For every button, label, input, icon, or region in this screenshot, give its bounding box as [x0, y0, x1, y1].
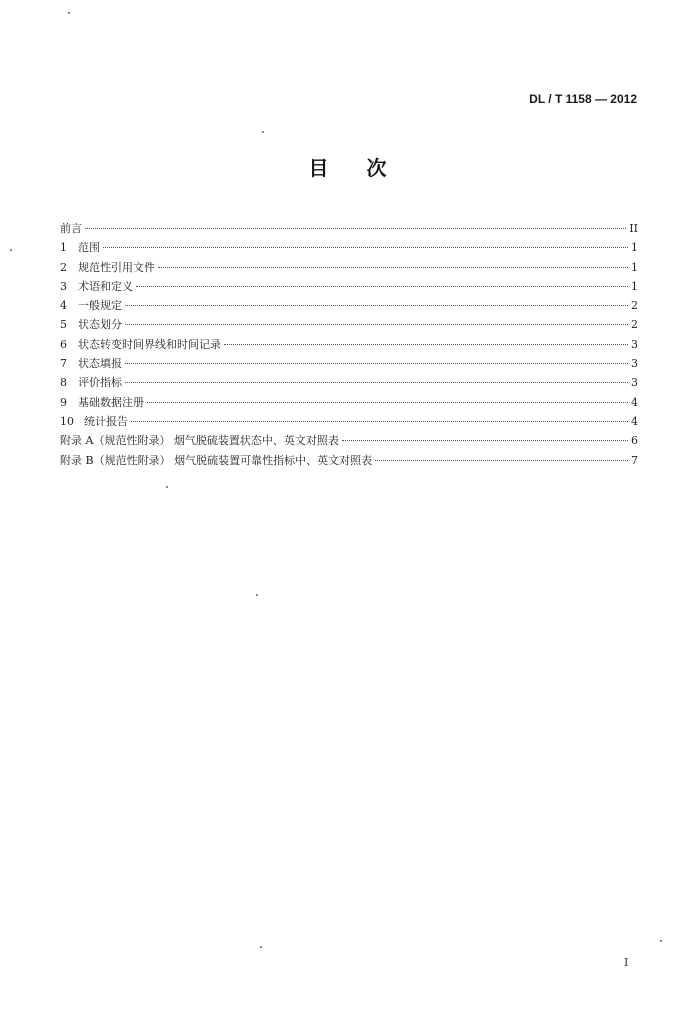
- page-number: I: [624, 956, 629, 969]
- scan-speck: [68, 12, 70, 14]
- toc-entry[interactable]: [60, 296, 638, 315]
- toc-label: 统计报告: [84, 414, 128, 428]
- toc-number: 8: [60, 376, 67, 390]
- toc-number: 7: [60, 357, 67, 371]
- toc-entry[interactable]: [60, 335, 638, 354]
- leader-dots: [147, 402, 628, 403]
- toc-page: 3: [631, 357, 638, 371]
- table-of-contents: [60, 219, 638, 470]
- toc-label: 附录 B（规范性附录） 烟气脱硫装置可靠性指标中、英文对照表: [60, 453, 373, 467]
- scan-speck: [260, 946, 262, 948]
- toc-page: 4: [631, 395, 638, 409]
- scan-speck: [660, 940, 662, 942]
- toc-number: 1: [60, 241, 67, 255]
- toc-entry[interactable]: [60, 412, 638, 431]
- toc-number: 6: [60, 337, 67, 351]
- toc-page: 2: [631, 299, 638, 313]
- toc-number: 10: [60, 414, 74, 428]
- leader-dots: [125, 363, 628, 364]
- toc-page: 3: [631, 337, 638, 351]
- leader-dots: [131, 421, 628, 422]
- toc-label: 附录 A（规范性附录） 烟气脱硫装置状态中、英文对照表: [60, 434, 339, 448]
- leader-dots: [342, 440, 628, 441]
- toc-label: 状态转变时间界线和时间记录: [78, 337, 221, 351]
- scan-speck: [10, 249, 12, 251]
- toc-entry[interactable]: [60, 451, 638, 470]
- toc-entry[interactable]: [60, 219, 638, 238]
- leader-dots: [224, 344, 628, 345]
- toc-entry[interactable]: [60, 277, 638, 296]
- scan-speck: [166, 486, 168, 488]
- leader-dots: [136, 286, 628, 287]
- toc-page: 6: [631, 434, 638, 448]
- toc-label: 范围: [78, 241, 100, 255]
- toc-page: 1: [631, 260, 638, 274]
- toc-label: 前言: [60, 222, 82, 235]
- toc-label: 状态填报: [78, 357, 122, 371]
- toc-label: 状态划分: [78, 318, 122, 332]
- toc-number: 9: [60, 395, 67, 409]
- leader-dots: [85, 228, 626, 229]
- toc-page: 7: [631, 453, 638, 467]
- toc-label: 评价指标: [78, 376, 122, 390]
- toc-label: 基础数据注册: [78, 395, 144, 409]
- toc-page: 1: [631, 241, 638, 255]
- toc-number: 5: [60, 318, 67, 332]
- scan-speck: [256, 594, 258, 596]
- toc-entry[interactable]: [60, 315, 638, 334]
- toc-number: 3: [60, 279, 67, 293]
- toc-number: 4: [60, 299, 67, 313]
- toc-entry[interactable]: [60, 238, 638, 257]
- toc-entry[interactable]: [60, 354, 638, 373]
- toc-page: 3: [631, 376, 638, 390]
- toc-number: 2: [60, 260, 67, 274]
- toc-entry[interactable]: [60, 393, 638, 412]
- toc-label: 规范性引用文件: [78, 260, 155, 274]
- leader-dots: [158, 267, 628, 268]
- leader-dots: [125, 382, 628, 383]
- leader-dots: [125, 305, 628, 306]
- leader-dots: [103, 247, 628, 248]
- toc-entry[interactable]: [60, 258, 638, 277]
- toc-page: 4: [631, 414, 638, 428]
- toc-entry[interactable]: [60, 373, 638, 392]
- scan-speck: [262, 131, 264, 133]
- toc-page: II: [629, 222, 638, 235]
- toc-label: 一般规定: [78, 299, 122, 313]
- toc-page: 1: [631, 279, 638, 293]
- toc-entry[interactable]: [60, 431, 638, 450]
- standard-code: DL / T 1158 — 2012: [529, 92, 637, 106]
- leader-dots: [375, 460, 628, 461]
- page-title: 目次: [308, 156, 425, 180]
- leader-dots: [125, 324, 628, 325]
- toc-page: 2: [631, 318, 638, 332]
- toc-label: 术语和定义: [78, 279, 133, 293]
